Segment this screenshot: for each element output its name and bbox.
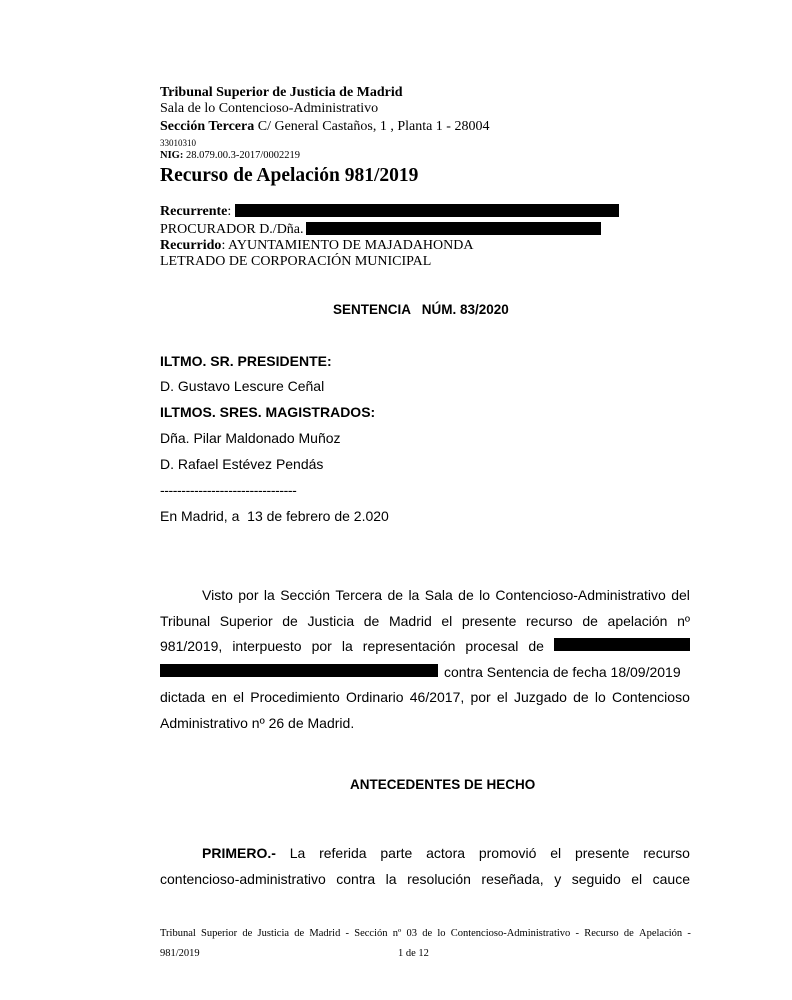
visto-paragraph	[160, 583, 690, 736]
procurador-label: PROCURADOR D./Dña.	[160, 222, 304, 237]
word: dictada	[160, 689, 206, 705]
word: actora	[426, 845, 466, 861]
footer-case-ref: 981/2019	[160, 948, 200, 959]
word: referida	[319, 845, 367, 861]
redaction-bar	[160, 664, 438, 677]
nig-label: NIG:	[160, 150, 184, 161]
paragraph-line	[160, 867, 690, 893]
word: nº	[392, 928, 402, 939]
word: Ordinario	[345, 689, 404, 705]
word: de	[582, 612, 598, 629]
word: la	[263, 587, 275, 603]
nig-line	[160, 150, 300, 161]
word: el	[550, 845, 562, 861]
visto-line4-text: contra Sentencia de fecha 18/09/2019	[444, 663, 681, 680]
word: 46/2017,	[409, 689, 465, 705]
word: el	[233, 689, 245, 705]
redaction-bar	[306, 222, 601, 235]
word: reseñada,	[481, 870, 544, 887]
word: nº	[677, 612, 690, 629]
primero-paragraph	[160, 841, 690, 892]
word: Juzgado	[514, 689, 567, 705]
word: el	[496, 689, 508, 705]
word: Sala	[424, 587, 453, 603]
word: Sección	[280, 587, 330, 603]
recurrido-value: : AYUNTAMIENTO DE MAJADAHONDA	[221, 238, 474, 253]
word: de	[387, 587, 404, 603]
word: procesal	[465, 638, 519, 654]
paragraph-line	[160, 634, 690, 660]
word: parte	[380, 845, 413, 861]
word: Visto	[202, 587, 233, 603]
word: lo	[437, 928, 446, 939]
word: -	[575, 928, 580, 939]
word: Tercera	[335, 587, 383, 603]
word: Superior	[201, 928, 238, 939]
word: Apelación	[639, 928, 683, 939]
recurrido-label: Recurrido	[160, 238, 222, 253]
word: representación	[362, 638, 456, 654]
word: Procedimiento	[250, 689, 340, 705]
word: de	[282, 612, 298, 629]
word: interpuesto	[232, 638, 302, 654]
sala-name: Sala de lo Contencioso-Administrativo	[160, 101, 379, 116]
magistrates-heading: ILTMOS. SRES. MAGISTRADOS:	[160, 404, 376, 420]
word: de	[623, 928, 634, 939]
word: promovió	[478, 845, 537, 861]
word: La	[289, 845, 306, 861]
word: apelación	[607, 612, 668, 629]
word: por	[311, 638, 332, 654]
president-name: D. Gustavo Lescure Ceñal	[160, 378, 325, 394]
paragraph-line	[160, 583, 690, 609]
word: y	[554, 870, 562, 887]
paragraph-line	[160, 841, 690, 867]
word: Sección	[354, 928, 388, 939]
seccion-label: Sección Tercera	[160, 119, 255, 134]
antecedentes-heading: ANTECEDENTES DE HECHO	[350, 777, 536, 792]
recurrente-line	[160, 203, 619, 221]
footer-line	[160, 924, 691, 944]
word: seguido	[571, 870, 621, 887]
word: de	[242, 928, 253, 939]
paragraph-line	[160, 660, 690, 686]
word: de	[528, 638, 544, 654]
word: la	[341, 638, 353, 654]
word: -	[345, 928, 350, 939]
court-name: Tribunal Superior de Justicia de Madrid	[160, 85, 403, 100]
word: la	[408, 587, 420, 603]
recurso-title: Recurso de Apelación 981/2019	[160, 165, 419, 186]
magistrate-name: Dña. Pilar Maldonado Muñoz	[160, 430, 341, 446]
word: Contencioso	[612, 689, 690, 705]
paragraph-line	[160, 609, 690, 635]
recurrente-label: Recurrente	[160, 204, 228, 219]
date-line: En Madrid, a 13 de febrero de 2.020	[160, 508, 389, 524]
word: contra	[336, 870, 376, 887]
word: Madrid	[309, 928, 341, 939]
word: Recurso	[584, 928, 619, 939]
seccion-line	[160, 118, 489, 136]
redaction-bar	[554, 638, 690, 651]
word: Justicia	[307, 612, 355, 629]
word: por	[238, 587, 259, 603]
word: de	[573, 689, 589, 705]
separator-line: --------------------------------	[160, 482, 297, 498]
word: resolución	[407, 870, 471, 887]
word: Contencioso-Administrativo	[450, 928, 571, 939]
letrado-line: LETRADO DE CORPORACIÓN MUNICIPAL	[160, 254, 432, 269]
word: Contencioso-Administrativo	[495, 587, 666, 603]
word: 981/2019,	[160, 638, 223, 654]
word: -	[687, 928, 691, 939]
word: de	[422, 928, 433, 939]
word: lo	[479, 587, 491, 603]
word: Tribunal	[160, 612, 211, 629]
word: el	[441, 612, 453, 629]
word: Madrid	[388, 612, 432, 629]
sentencia-title: SENTENCIA NÚM. 83/2020	[333, 302, 509, 317]
word: lo	[594, 689, 606, 705]
word: por	[470, 689, 491, 705]
word: 03	[406, 928, 417, 939]
magistrate-name: D. Rafael Estévez Pendás	[160, 456, 324, 472]
word: el	[631, 870, 643, 887]
word: presente	[574, 845, 630, 861]
seccion-address: C/ General Castaños, 1 , Planta 1 - 28004	[257, 119, 490, 134]
paragraph-line: Administrativo nº 26 de Madrid.	[160, 714, 355, 731]
word: del	[671, 587, 690, 603]
redaction-bar	[235, 204, 619, 217]
word: de	[363, 612, 380, 629]
primero-label: PRIMERO.-	[202, 845, 276, 861]
word: de	[294, 928, 305, 939]
word: Superior	[219, 612, 273, 629]
word: cauce	[652, 870, 690, 887]
word: la	[385, 870, 397, 887]
page-number: 1 de 12	[398, 948, 429, 959]
word: de	[458, 587, 474, 603]
word: recurso	[526, 612, 573, 629]
word: presente	[461, 612, 517, 629]
document-code: 33010310	[160, 138, 196, 148]
paragraph-line	[160, 685, 690, 711]
recurrente-colon: :	[227, 204, 232, 219]
word: Tribunal	[160, 928, 196, 939]
word: Justicia	[257, 928, 290, 939]
president-heading: ILTMO. SR. PRESIDENTE:	[160, 353, 332, 369]
nig-value: 28.079.00.3-2017/0002219	[185, 150, 301, 161]
word: en	[211, 689, 227, 705]
word: recurso	[643, 845, 690, 861]
word: contencioso-administrativo	[160, 870, 326, 887]
